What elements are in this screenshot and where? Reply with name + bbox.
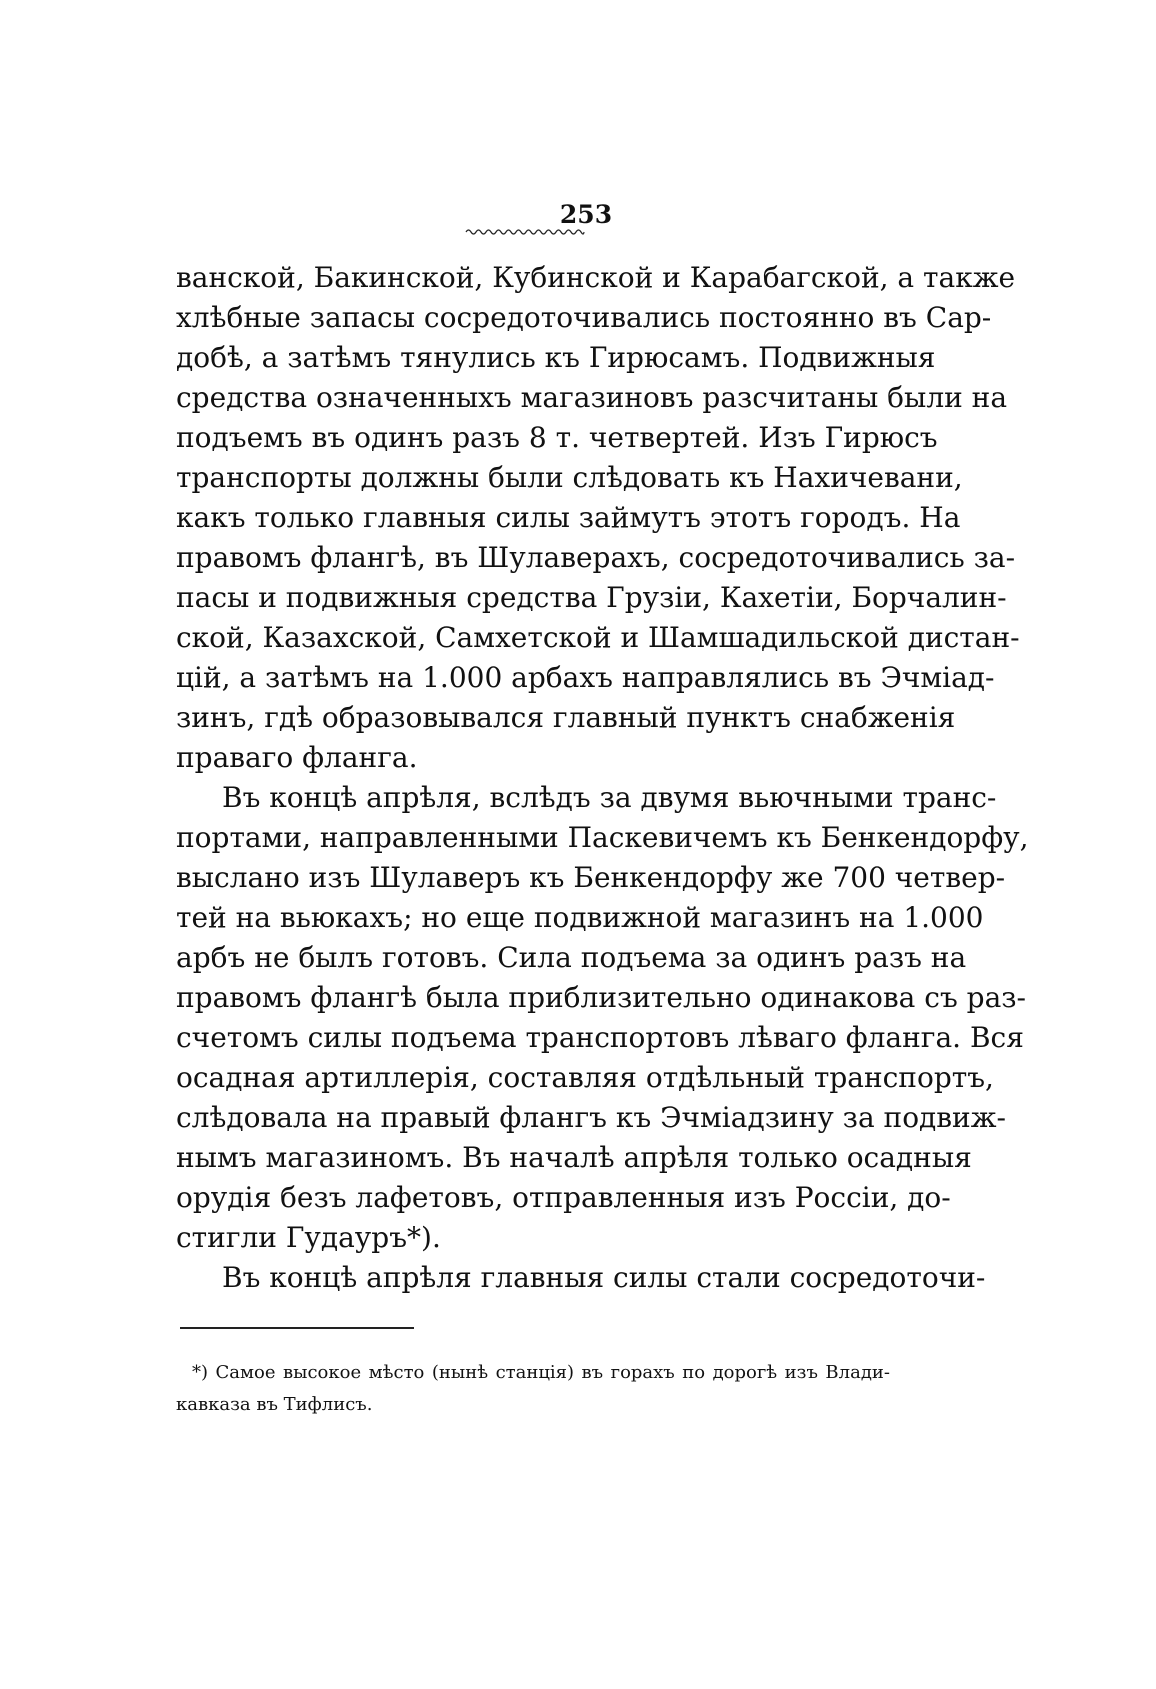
- page-number: 253: [559, 200, 613, 229]
- wavy-ornament: [466, 228, 584, 238]
- text-line: ской, Казахской, Самхетской и Шамшадильской дистан-: [176, 621, 1020, 654]
- text-line: подъемъ въ одинъ разъ 8 т. четвертей. Изъ Гирюсъ: [176, 421, 938, 454]
- text-line: орудія безъ лафетовъ, отправленныя изъ Россіи, до-: [176, 1181, 951, 1214]
- text-line: праваго фланга.: [176, 741, 418, 774]
- text-line: нымъ магазиномъ. Въ началѣ апрѣля только осадныя: [176, 1141, 972, 1174]
- text-line: хлѣбные запасы сосредоточивались постоянно въ Сар-: [176, 301, 992, 334]
- text-line: пасы и подвижныя средства Грузіи, Кахетіи, Борчалин-: [176, 581, 1007, 614]
- text-line: слѣдовала на правый флангъ къ Эчміадзину за подвиж-: [176, 1101, 1006, 1134]
- text-line: транспорты должны были слѣдовать къ Нахичевани,: [176, 461, 963, 494]
- text-line: портами, направленными Паскевичемъ къ Бенкендорфу,: [176, 821, 1029, 854]
- text-line: ванской, Бакинской, Кубинской и Карабагской, а также: [176, 261, 1016, 294]
- text-line: счетомъ силы подъема транспортовъ лѣваго фланга. Вся: [176, 1021, 1024, 1054]
- text-line: осадная артиллерія, составляя отдѣльный транспортъ,: [176, 1061, 994, 1094]
- text-line: стигли Гудауръ*).: [176, 1221, 441, 1254]
- text-line: выслано изъ Шулаверъ къ Бенкендорфу же 700 четвер-: [176, 861, 1006, 894]
- text-line: правомъ флангѣ была приблизительно одинакова съ раз-: [176, 981, 1027, 1014]
- text-line: цій, а затѣмъ на 1.000 арбахъ направлялись въ Эчміад-: [176, 661, 995, 694]
- text-line: какъ только главныя силы займутъ этотъ городъ. На: [176, 501, 961, 534]
- text-line: правомъ флангѣ, въ Шулаверахъ, сосредоточивались за-: [176, 541, 1016, 574]
- text-line: Въ концѣ апрѣля, вслѣдъ за двумя вьючными транс-: [222, 781, 997, 814]
- footnote: [176, 1357, 890, 1421]
- text-line: Въ концѣ апрѣля главныя силы стали сосредоточи-: [222, 1261, 986, 1294]
- text-line: средства означенныхъ магазиновъ разсчитаны были на: [176, 381, 1008, 414]
- text-line: добѣ, а затѣмъ тянулись къ Гирюсамъ. Подвижныя: [176, 341, 936, 374]
- text-line: тей на вьюкахъ; но еще подвижной магазинъ на 1.000: [176, 901, 984, 934]
- text-line: арбъ не былъ готовъ. Сила подъема за одинъ разъ на: [176, 941, 967, 974]
- main-text: [176, 258, 1029, 1298]
- footnote-line: *) Самое высокое мѣсто (нынѣ станція) въ горахъ по дорогѣ изъ Влади-: [192, 1362, 890, 1383]
- footnote-separator: [180, 1327, 414, 1329]
- text-line: зинъ, гдѣ образовывался главный пунктъ снабженія: [176, 701, 956, 734]
- footnote-line: кавказа въ Тифлисъ.: [176, 1394, 373, 1415]
